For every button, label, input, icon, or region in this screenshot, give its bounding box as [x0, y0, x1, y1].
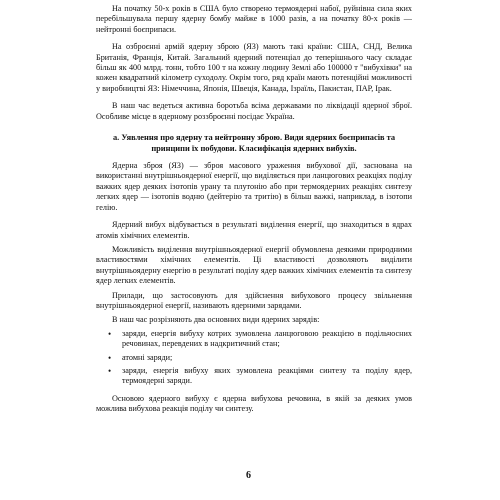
section-heading: а. Уявлення про ядерну та нейтронну зброю. Види ядерних боєприпасів та принципи їх побудови. Класифікація ядерних вибухів. [112, 133, 396, 154]
bullet-icon: • [108, 352, 112, 363]
list-item [106, 366, 412, 387]
main-paragraph-1: Ядерна зброя (ЯЗ) — зброя масового ураження вибухової дії, заснована на використанні внутрішньоядерної енергії, що виділяється при ланцюгових реакціях поділу важких ядер деяких ізотопів урану та плутонію або при термоядерних реакціях синтезу легких ядер — ізотопів водню (дейтерію та тритію) в більш важкі, наприклад, в ізотопи гелію. [96, 161, 412, 212]
intro-paragraph-1: На початку 50-х років в США було створено термоядерні набої, руйнівна сила яких перебільшувала першу ядерну бомбу майже в 1000 разів, а на початку 80-х років — нейтронні боєприпаси. [96, 4, 412, 34]
list-item-text: атомні заряди; [122, 352, 173, 362]
list-item [106, 353, 412, 363]
page-number: 6 [246, 470, 251, 481]
charge-types-list [96, 329, 412, 387]
intro-paragraph-2: На озброєнні армій ядерну зброю (ЯЗ) мають такі країни: США, СНД, Велика Британія, Франція, Китай. Загальний ядерний потенціал до теперішнього часу складає більш як 400 млрд. тонн, тобто 100 т на кожну людину Землі або 100000 т "вибухівки" на кожен квадратний кілометр суходолу. Окрім того, ряд країн мають потенційні можливості у виробництві ЯЗ: Німеччина, Японія, Швеція, Канада, Ізраїль, Пакистан, ПАР, Ірак. [96, 42, 412, 93]
bullet-icon: • [108, 328, 112, 339]
final-paragraph: Основою ядерного вибуху є ядерна вибухова речовина, в якій за деяких умов можлива вибухова реакція поділу чи синтезу. [96, 393, 412, 414]
page-content [96, 4, 412, 415]
main-paragraph-4: Прилади, що застосовують для здійснення вибухового процесу звільнення внутрішньоядерної енергії, називають ядерними зарядами. [96, 290, 412, 310]
list-item-text: заряди, енергія вибуху яких зумовлена реакціями синтезу та поділу ядер, термоядерні заряди. [122, 365, 412, 386]
list-item-text: заряди, енергія вибуху котрих зумовлена ланцюговою реакцією в подільчосних речовинах, перевдених в надкритичний стан; [122, 328, 412, 349]
bullet-icon: • [108, 365, 112, 376]
intro-paragraph-3: В наш час ведеться активна боротьба всіма державами по ліквідації ядерної зброї. Особливе місце в ядерному роззброєнні посідає Україна. [96, 101, 412, 121]
list-item [106, 329, 412, 350]
main-paragraph-2: Ядерний вибух відбувається в результаті виділення енергії, що знаходиться в ядрах атомів хімічних елементів. [96, 220, 412, 240]
main-paragraph-5: В наш час розрізняють два основних види ядерних зарядів: [112, 315, 320, 325]
main-paragraph-3: Можливість виділення внутрішньоядерної енергії обумовлена деякими природними властивостями хімічних елементів. Ці властивості дозволяють виділити внутрішньоядерну енергію в результаті поділу ядер важких хімічних елементів та синтезу ядер легких елементів. [96, 244, 412, 286]
